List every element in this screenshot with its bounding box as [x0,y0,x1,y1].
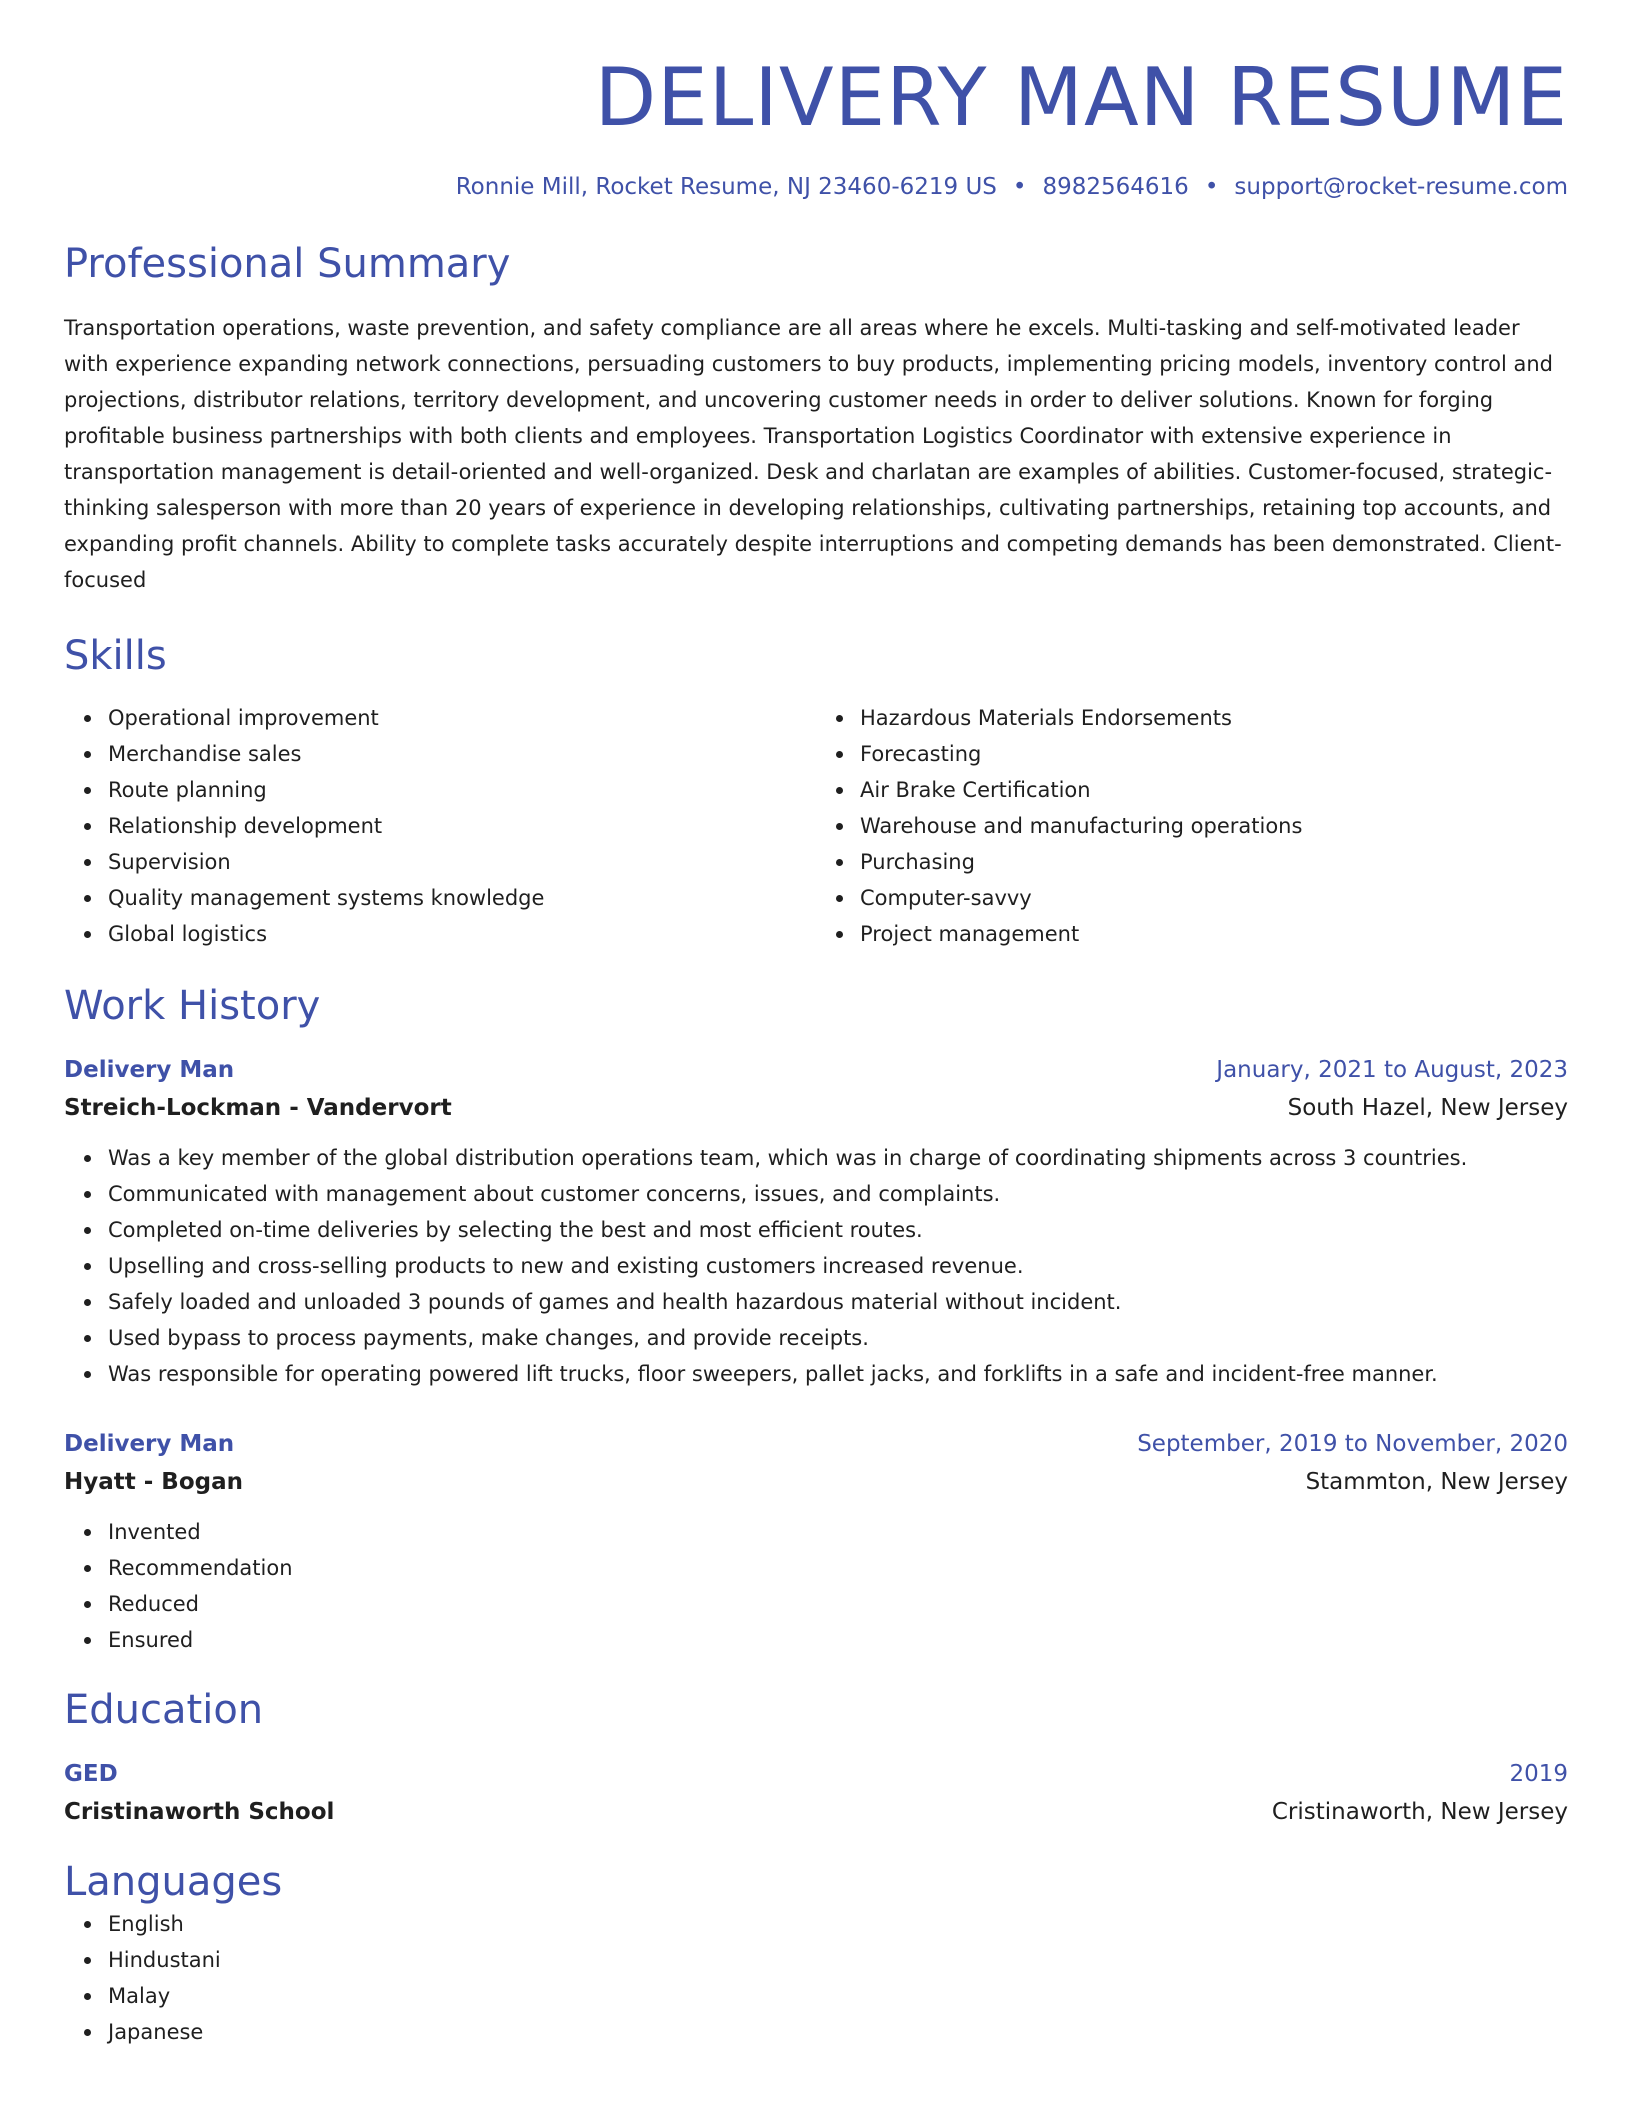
skill-item: Air Brake Certification [860,772,1568,808]
skill-item: Global logistics [108,916,816,952]
job-bullet: Completed on-time deliveries by selecting the best and most efficient routes. [108,1212,1568,1248]
job-bullet: Was a key member of the global distribution operations team, which was in charge of coordinating shipments across 3 countries. [108,1140,1568,1176]
job-bullets [64,1140,1568,1392]
skill-item: Route planning [108,772,816,808]
education-location: Cristinaworth, New Jersey [1271,1798,1568,1825]
contact-phone: 8982564616 [1042,174,1189,200]
job-bullet: Used bypass to process payments, make changes, and provide receipts. [108,1320,1568,1356]
job-role: Delivery Man [64,1430,235,1457]
job-bullet: Safely loaded and unloaded 3 pounds of games and health hazardous material without incident. [108,1284,1568,1320]
job-bullet: Was responsible for operating powered lift trucks, floor sweepers, pallet jacks, and forklifts in a safe and incident-free manner. [108,1356,1568,1392]
skill-item: Project management [860,916,1568,952]
resume-header [64,51,1568,202]
job-company-row [64,1088,1568,1128]
job-bullet: Invented [108,1514,1568,1550]
job-entry [64,1426,1568,1658]
skill-item: Quality management systems knowledge [108,880,816,916]
job-company: Hyatt - Bogan [64,1468,244,1495]
job-company: Streich-Lockman - Vandervort [64,1094,452,1121]
contact-separator: • [1204,174,1219,200]
job-entry [64,1052,1568,1392]
skill-item: Merchandise sales [108,736,816,772]
education-header-row [64,1756,1568,1792]
job-dates: September, 2019 to November, 2020 [1137,1430,1568,1457]
education-heading: Education [64,1686,264,1733]
language-item: Malay [108,1978,1568,2014]
language-item: Hindustani [108,1942,1568,1978]
skill-item: Relationship development [108,808,816,844]
contact-separator: • [1012,174,1027,200]
job-bullet: Recommendation [108,1550,1568,1586]
skill-item: Forecasting [860,736,1568,772]
skills-list-left [64,700,816,952]
skill-item: Supervision [108,844,816,880]
job-bullet: Reduced [108,1586,1568,1622]
skill-item: Computer-savvy [860,880,1568,916]
education-degree: GED [64,1760,118,1787]
skills-heading: Skills [64,632,167,679]
education-school-row [64,1792,1568,1832]
skills-list-right [816,700,1568,952]
contact-line [64,174,1568,202]
summary-text: Transportation operations, waste prevention, and safety compliance are all areas where he excels. Multi-tasking and self-motivated leader with experience expanding network connections, persuading customers to buy products, implementing pricing models, inventory control and projections, distributor relations, territory development, and uncovering customer needs in order to deliver solutions. Known for forging profitable business partnerships with both clients and employees. Transportation Logistics Coordinator with extensive experience in transportation management is detail-oriented and well-organized. Desk and charlatan are examples of abilities. Customer-focused, strategic-thinking salesperson with more than 20 years of experience in developing relationships, cultivating partnerships, retaining top accounts, and expanding profit channels. Ability to complete tasks accurately despite interruptions and competing demands has been demonstrated. Client-focused [64,315,1562,592]
languages-list [64,1906,1568,2050]
summary-heading: Professional Summary [64,240,511,287]
job-header-row [64,1426,1568,1462]
languages-heading: Languages [64,1858,283,1905]
job-company-row [64,1462,1568,1502]
contact-address: Ronnie Mill, Rocket Resume, NJ 23460-6219 US [455,174,997,200]
education-year: 2019 [1509,1760,1568,1787]
job-bullet: Upselling and cross-selling products to new and existing customers increased revenue. [108,1248,1568,1284]
education-entry [64,1756,1568,1832]
job-bullet: Ensured [108,1622,1568,1658]
job-location: Stammton, New Jersey [1305,1468,1568,1495]
skill-item: Warehouse and manufacturing operations [860,808,1568,844]
language-item: Japanese [108,2014,1568,2050]
job-header-row [64,1052,1568,1088]
job-bullets [64,1514,1568,1658]
skills-grid [64,700,1568,952]
education-school: Cristinaworth School [64,1798,335,1825]
contact-email[interactable]: support@rocket-resume.com [1234,174,1568,200]
language-item: English [108,1906,1568,1942]
job-dates: January, 2021 to August, 2023 [1216,1056,1568,1083]
page-title: DELIVERY MAN RESUME [594,51,1568,144]
skill-item: Hazardous Materials Endorsements [860,700,1568,736]
job-bullet: Communicated with management about customer concerns, issues, and complaints. [108,1176,1568,1212]
skill-item: Purchasing [860,844,1568,880]
work-history-heading: Work History [64,982,321,1029]
job-role: Delivery Man [64,1056,235,1083]
job-location: South Hazel, New Jersey [1287,1094,1568,1121]
skill-item: Operational improvement [108,700,816,736]
